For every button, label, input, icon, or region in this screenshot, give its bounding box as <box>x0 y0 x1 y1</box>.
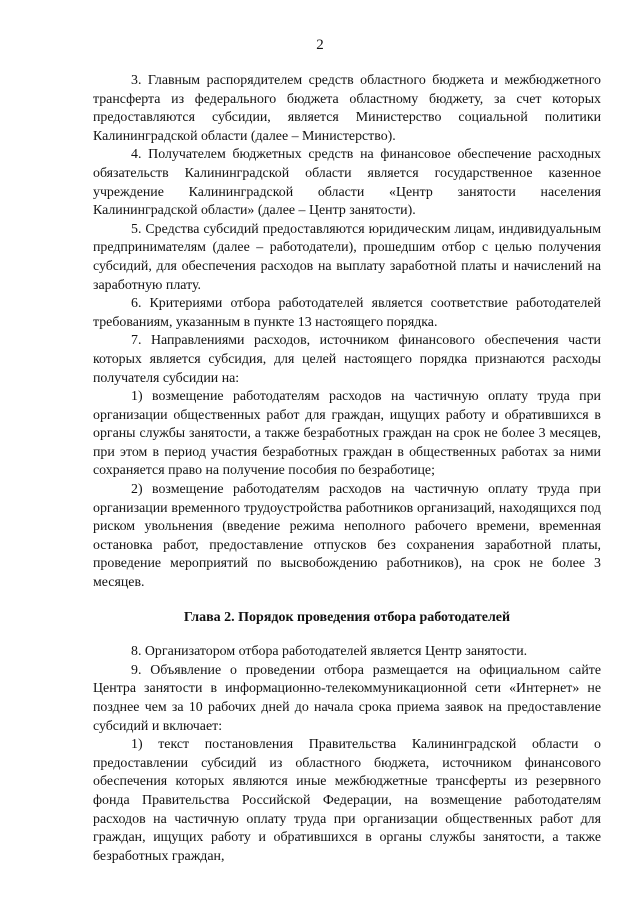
paragraph-7-item-2: 2) возмещение работодателям расходов на частичную оплату труда при организации временного трудоустройства работников организаций, находящихся под риском увольнения (введение режима неполного рабочего времени, временная остановка работ, предоставление отпусков без сохранения заработной платы, проведение мероприятий по высвобождению работников), на срок не более 3 месяцев. <box>93 482 601 591</box>
paragraph-4: 4. Получателем бюджетных средств на финансовое обеспечение расходных обязательств Калининградской области является государственное казенное учреждение Калининградской области «Центр занятости населения Калининградской области» (далее – Центр занятости). <box>93 147 601 219</box>
paragraph-6: 6. Критериями отбора работодателей является соответствие работодателей требованиям, указанным в пункте 13 настоящего порядка. <box>93 296 601 330</box>
document-body <box>93 72 601 866</box>
paragraph-7-item-1: 1) возмещение работодателям расходов на частичную оплату труда при организации общественных работ для граждан, ищущих работу и обратившихся в органы службы занятости, а также безработных граждан на срок не более 3 месяцев, при этом в период участия безработных граждан в общественных работах за ними сохраняется право на получение пособия по безработице; <box>93 389 601 479</box>
paragraph-5: 5. Средства субсидий предоставляются юридическим лицам, индивидуальным предпринимателям (далее – работодатели), прошедшим отбор с целью получения субсидий, для обеспечения расходов на выплату заработной платы и начислений на заработную плату. <box>93 221 601 293</box>
chapter-heading: Глава 2. Порядок проведения отбора работодателей <box>183 609 511 625</box>
paragraph-3: 3. Главным распорядителем средств областного бюджета и межбюджетного трансферта из федерального бюджета областному бюджету, за счет которых предоставляются субсидии, является Министерство социальной политики Калининградской области (далее – Министерство). <box>93 73 601 144</box>
paragraph-8: 8. Организатором отбора работодателей является Центр занятости. <box>131 644 528 660</box>
paragraph-7: 7. Направлениями расходов, источником финансового обеспечения части которых является субсидия, для целей настоящего порядка признаются расходы получателя субсидии на: <box>93 333 601 386</box>
paragraph-9-item-1: 1) текст постановления Правительства Калининградской области о предоставлении субсидий из областного бюджета, источником финансового обеспечения которых являются иные межбюджетные трансферты из резервного фонда Правительства Российской Федерации, на возмещение работодателям расходов на частичную оплату труда при организации общественных работ для граждан, ищущих работу и обратившихся в органы службы занятости, а также безработных граждан, <box>93 737 601 864</box>
paragraph-9: 9. Объявление о проведении отбора размещается на официальном сайте Центра занятости в информационно-телекоммуникационной сети «Интернет» не позднее чем за 10 рабочих дней до начала срока приема заявок на предоставление субсидий и включает: <box>93 662 601 734</box>
page-number: 2 <box>316 37 324 53</box>
